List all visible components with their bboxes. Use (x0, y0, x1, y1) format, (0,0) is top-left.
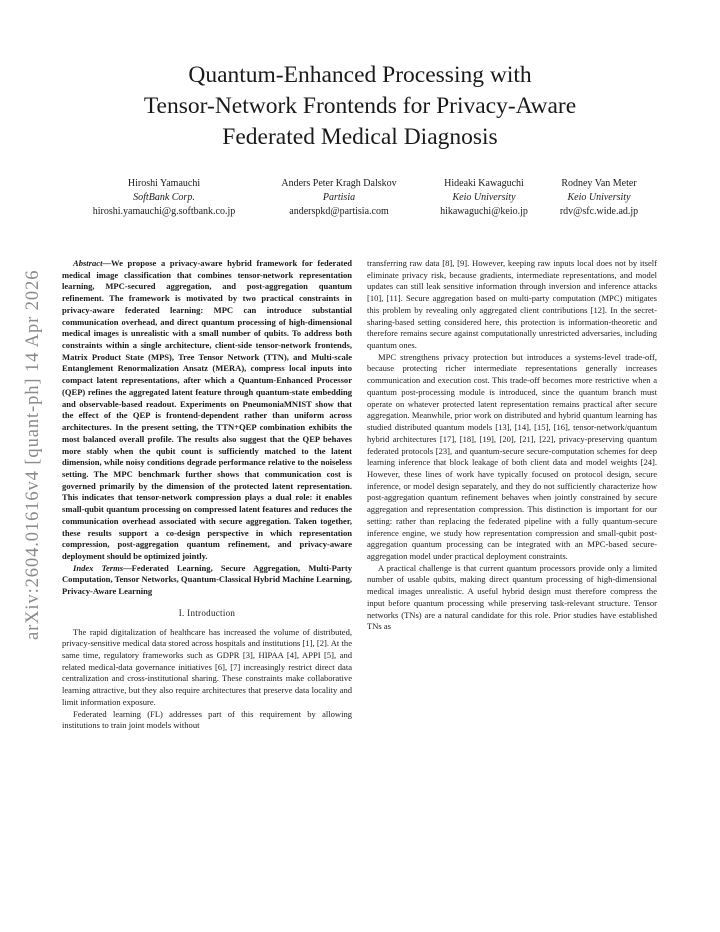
author-email: rdv@sfc.wide.ad.jp (559, 206, 639, 217)
index-terms-text: —Federated Learning, Secure Aggregation, Multi-Party Computation, Tensor Networks, Quantum-Classical Hybrid Machine Learning, Privacy-Aware Learning (62, 562, 352, 597)
author-affiliation: SoftBank Corp. (133, 192, 195, 203)
author-name: Hiroshi Yamauchi (127, 178, 201, 189)
left-column (62, 258, 352, 732)
body-paragraph: MPC strengthens privacy protection but introduces a systems-level trade-off, because protecting richer intermediate representations generally increases communication and execution cost. This trade-off becomes more restrictive when a quantum post-processing module is introduced, since the quantum branch must operate on whatever protected latent representation remains practical after secure aggregation. Meanwhile, prior work on distributed and hybrid quantum learning has studied distributed quantum models [13], [14], [15], [16], tensor-network/quantum hybrid architectures [17], [18], [19], [20], [21], [22], privacy-preserving quantum federated protocols [23], and quantum-secure secure-computation schemes for deep learning inference that block leakage of both client data and model weights [24]. However, these lines of work have typically focused on protocol design, secure inference, or model design separately, and they do not sufficiently characterize how post-aggregation quantum refinement behaves when jointly constrained by secure aggregation and representation compression. This distinction is important for our setting: rather than replacing the federated pipeline with a fully quantum-secure inference engine, we study how representation compression and small-qubit post-aggregation quantum processing can be integrated with an MPC-based secure-aggregation model under practical deployment constraints. (367, 351, 657, 561)
author-affiliation: Partisia (322, 192, 356, 203)
author-email: anderspkd@partisia.com (289, 206, 389, 217)
author-email: hiroshi.yamauchi@g.softbank.co.jp (92, 206, 236, 217)
index-terms-label: Index Terms (73, 562, 124, 573)
author-block (241, 177, 437, 219)
author-name: Rodney Van Meter (561, 178, 637, 189)
index-terms (62, 563, 352, 598)
author-block (544, 177, 654, 219)
arxiv-stamp: arXiv:2604.01616v4 [quant-ph] 14 Apr 2026 (23, 269, 43, 640)
body-paragraph: Federated learning (FL) addresses part of this requirement by allowing institutions to train joint models without (62, 708, 352, 731)
abstract (62, 258, 352, 563)
body-paragraph: The rapid digitalization of healthcare has increased the volume of distributed, privacy-sensitive medical data stored across hospitals and institutions [1], [2]. At the same time, regulatory frameworks such as GDPR [3], HIPAA [4], APPI [5], and related medical-data governance initiatives [6], [7] increasingly restrict direct data centralization and cross-institutional sharing. These constraints make collaborative learning attractive, but they also require architectures that preserve data locality and limit information exposure. (62, 626, 352, 707)
author-block (69, 177, 259, 219)
title-line: Tensor-Network Frontends for Privacy-Aware (143, 93, 577, 119)
abstract-label: Abstract (73, 258, 103, 268)
author-name: Hideaki Kawaguchi (444, 178, 524, 189)
author-affiliation: Keio University (452, 192, 516, 203)
author-block (424, 177, 544, 219)
author-affiliation: Keio University (567, 192, 631, 203)
title-line: Federated Medical Diagnosis (222, 124, 498, 150)
right-column (367, 258, 657, 633)
body-paragraph: transferring raw data [8], [9]. However, keeping raw inputs local does not by itself eliminate privacy risk, because gradients, intermediate representations, and model updates can still leak sensitive information through inversion and inference attacks [10], [11]. Secure aggregation based on multi-party computation (MPC) mitigates this problem by revealing only aggregated client contributions [12]. In the secret-sharing-based setting considered here, this protection is information-theoretic and therefore remains secure against computationally unrestricted adversaries, including quantum ones. (367, 258, 657, 351)
author-name: Anders Peter Kragh Dalskov (281, 178, 397, 189)
paper-title (60, 60, 660, 153)
abstract-text: —We propose a privacy-aware hybrid framework for federated medical image classification that combines tensor-network representation learning, MPC-secured aggregation, and post-aggregation quantum refinement. The framework is motivated by two practical constraints in privacy-aware federated learning: MPC can introduce substantial communication overhead, and direct quantum processing of high-dimensional medical images is unrealistic with a small number of qubits. To address both constraints within a single architecture, client-side tensor-network frontends, Matrix Product State (MPS), Tree Tensor Network (TTN), and Multi-scale Entanglement Renormalization Ansatz (MERA), compress local inputs into compact latent representations, after which a Quantum-Enhanced Processor (QEP) refines the aggregated latent feature through quantum-state embedding and observable-based readout. Experiments on PneumoniaMNIST show that the effect of the QEP is frontend-dependent rather than uniform across architectures. In the present setting, the TTN+QEP combination exhibits the most balanced overall profile. The results also suggest that the QEP behaves more stably when the qubit count is sufficiently matched to the latent dimension, while noisy conditions degrade performance relative to the noiseless setting. The MPC benchmark further shows that communication cost is governed primarily by the dimension of the protected latent representation. This indicates that tensor-network compression plays a dual role: it enables small-qubit quantum processing on compressed latent features and reduces the communication overhead associated with secure aggregation. Taken together, these results support a co-design perspective in which representation compression, post-aggregation quantum refinement, and privacy-aware deployment should be optimized jointly. (62, 258, 352, 561)
author-email: hikawaguchi@keio.jp (440, 206, 528, 217)
body-paragraph: A practical challenge is that current quantum processors provide only a limited number of usable qubits, making direct quantum processing of high-dimensional medical images unrealistic. A useful hybrid design must therefore compress the input before quantum processing while preserving task-relevant structure. Tensor networks (TNs) are a natural candidate for this role. Prior studies have established TNs as (367, 562, 657, 632)
title-line: Quantum-Enhanced Processing with (188, 62, 532, 88)
section-heading: I. Introduction (178, 607, 236, 618)
